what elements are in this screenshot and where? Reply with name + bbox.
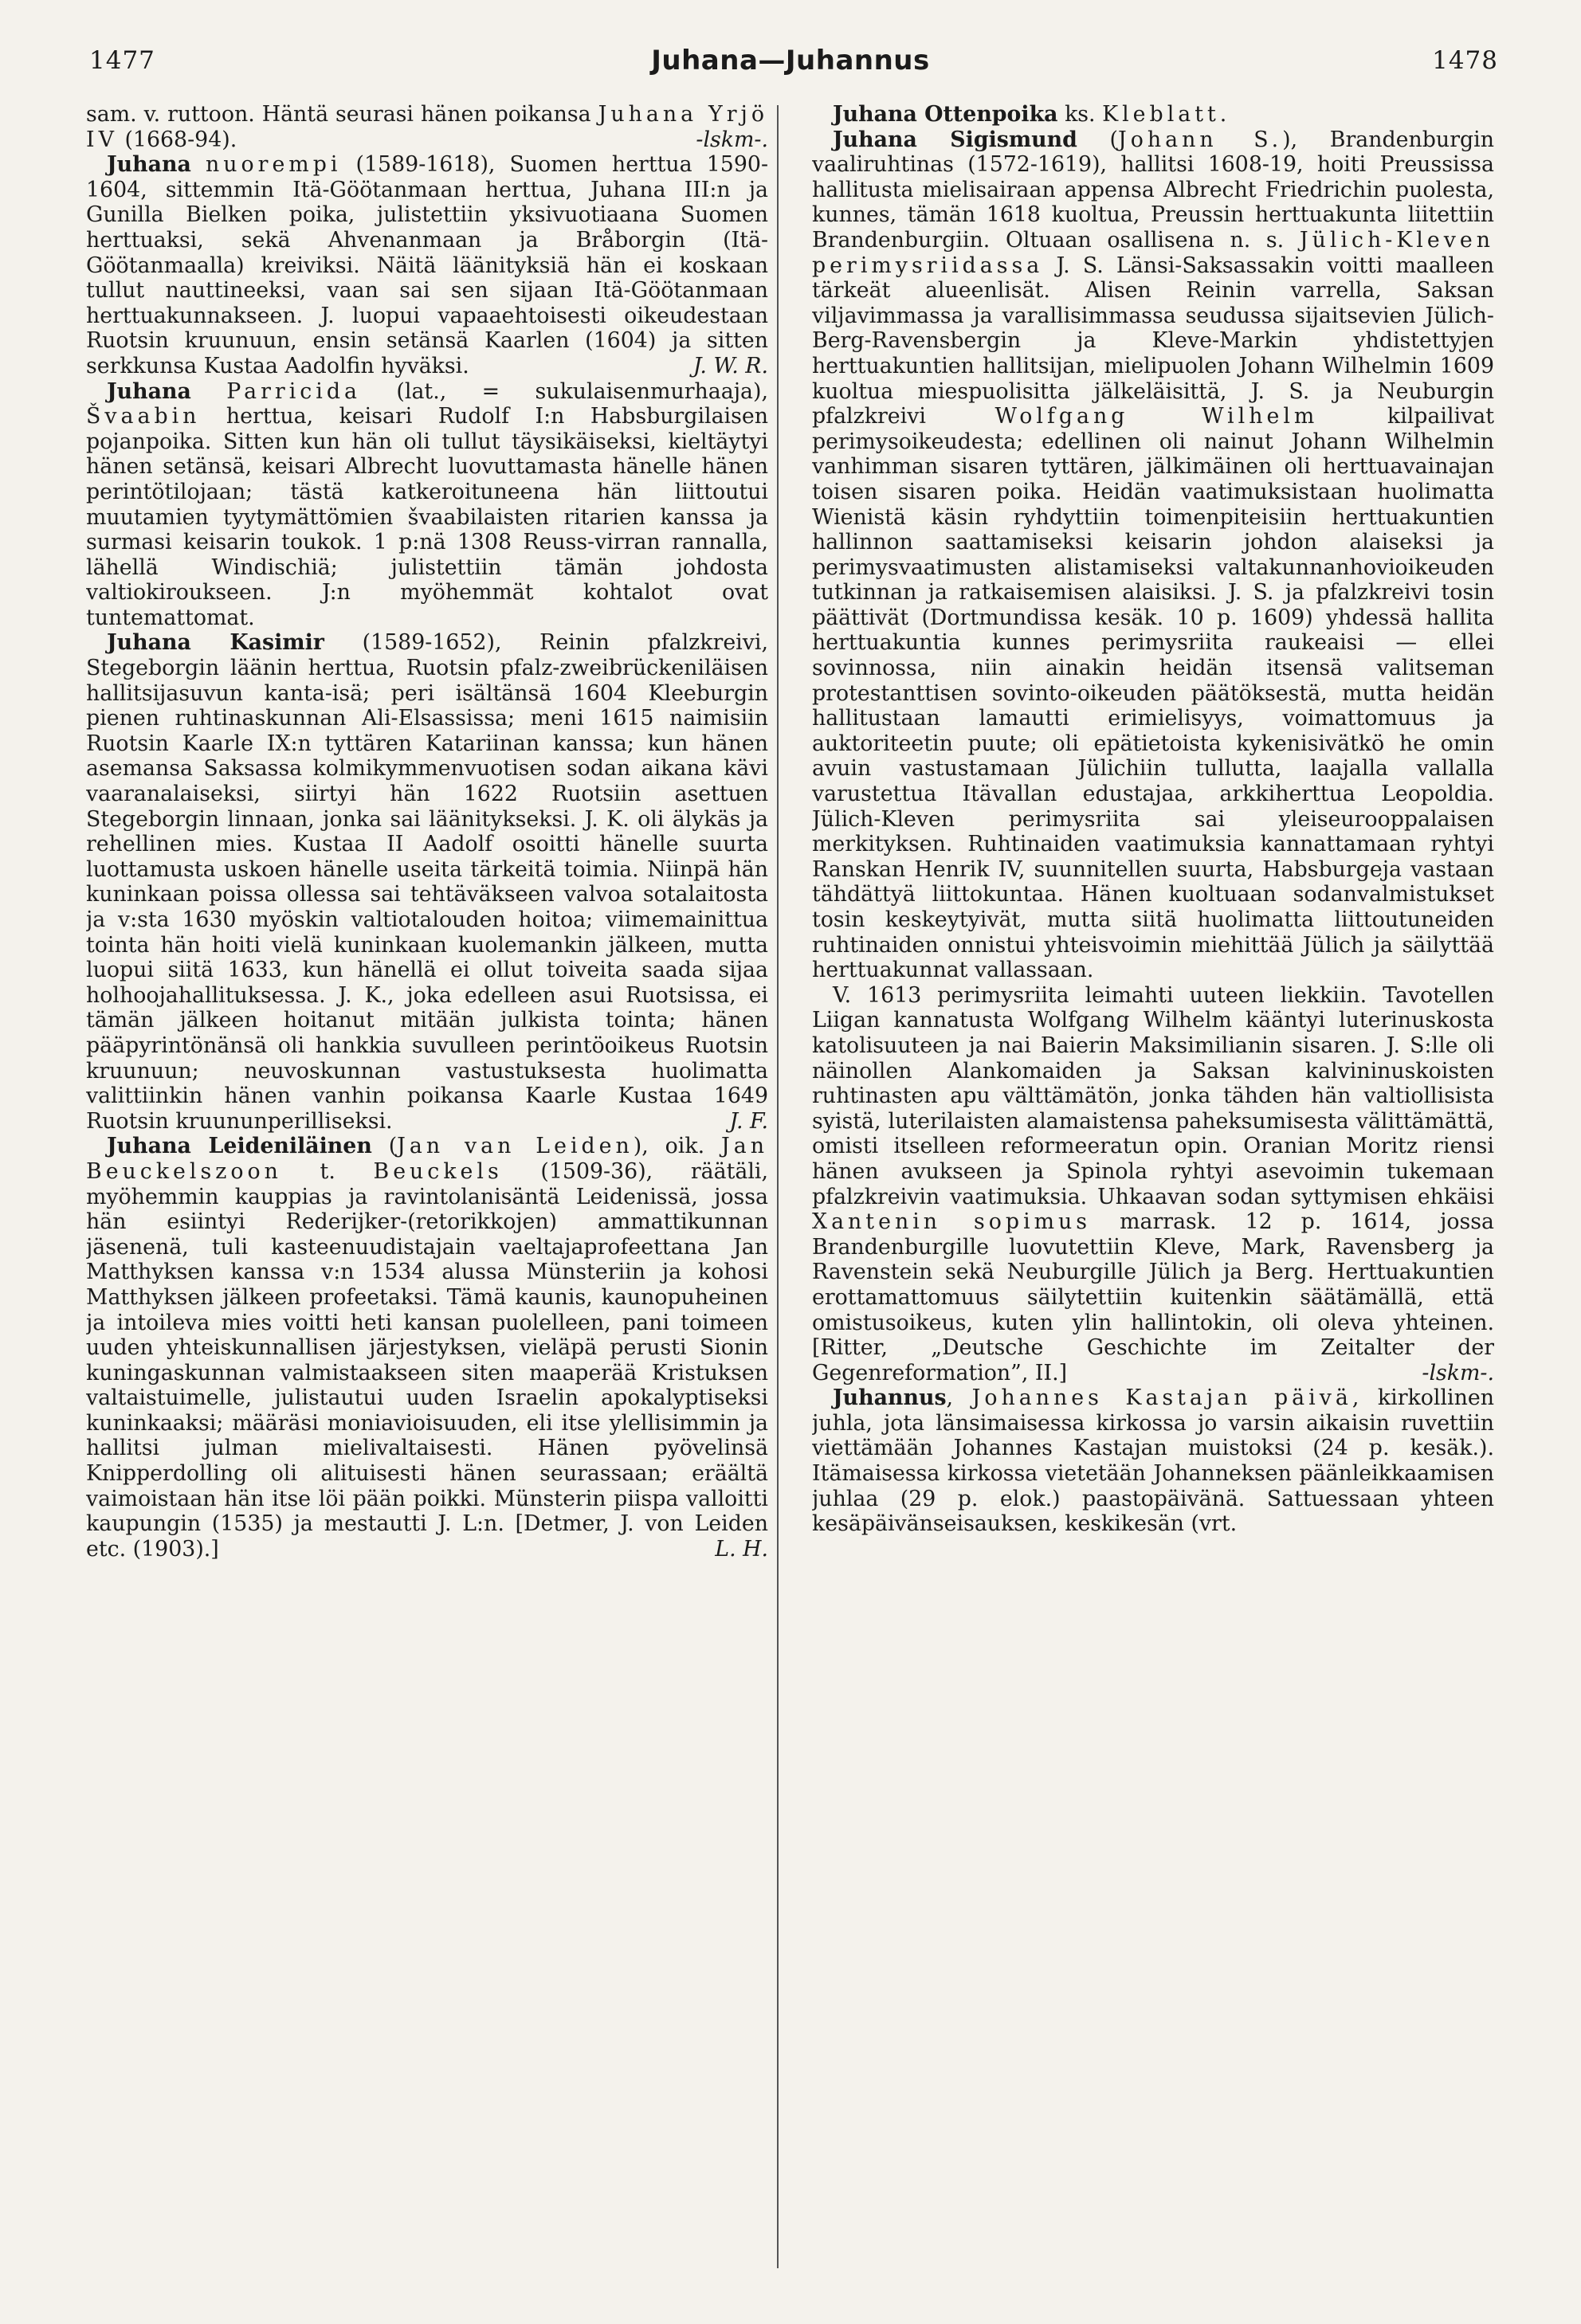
headword: Juhana Sigismund	[833, 127, 1077, 152]
left-column	[86, 102, 768, 2269]
headword: Juhannus	[833, 1385, 947, 1411]
entry-continuation: sam. v. ruttoon. Häntä seurasi hänen poikansa Juhana Yrjö IV (1668-94). -lskm-.	[86, 102, 768, 152]
author-signature: J. F.	[729, 1108, 768, 1134]
headword: Juhana Kasimir	[107, 630, 324, 656]
page-number-left: 1477	[89, 46, 155, 75]
page-header	[0, 46, 1581, 86]
author-signature: -lskm-.	[696, 127, 768, 152]
running-title: Juhana—Juhannus	[651, 45, 930, 76]
author-signature: J. W. R.	[692, 353, 768, 378]
column-divider	[777, 105, 779, 2268]
entry-juhana-leidenilainen: Juhana Leideniläinen (Jan van Leiden), oik. Jan Beuckelszoon t. Beuckels (1509-36), räätäli, myöhemmin kauppias ja ravintolanisäntä Leidenissä, jossa hän esiintyi Rederijker-(retorikkojen) ammattikunnan jäsenenä, tuli kasteenuudistajain vaeltajaprofeettana Jan Matthyksen kanssa v:n 1534 alussa Münsteriin ja kohosi Matthyksen jälkeen profeetaksi. Tämä kaunis, kaunopuheinen ja intoileva mies voitti heti kansan puolelleen, pani toimeen uuden yhteiskunnallisen järjestyksen, vieläpä perusti Sionin kuningaskunnan valmistaakseen siten maaperää Kristuksen valtaistuimelle, julistautui uuden Israelin apokalyptiseksi kuninkaaksi; määräsi moniavioisuuden, eli itse ylellisimmin ja hallitsi julman mielivaltaisesti. Hänen pyövelinsä Knipperdolling oli alituisesti hänen seurassaan; eräältä vaimoistaan hän itse löi pään poikki. Münsterin piispa valloitti kaupungin (1535) ja mestautti J. L:n. [Detmer, J. von Leiden etc. (1903).] L. H.	[86, 1134, 768, 1562]
entry-sigismund-continued: V. 1613 perimysriita leimahti uuteen liekkiin. Tavotellen Liigan kannatusta Wolfgang Wilhelm kääntyi luterinuskosta katolisuuteen ja nai Baierin Maksimilianin sisaren. J. S:lle oli näinollen Alankomaiden ja Saksan kalvininuskoisten ruhtinasten apu välttämätön, jonka tähden hän valtiollisista syistä, luterilaisten alamaistensa paheksumisesta välittämättä, omisti itselleen reformeeratun opin. Oranian Moritz riensi hänen avukseen ja Spinola ryhtyi asevoimin tukemaan pfalzkreivin vaatimuksia. Uhkaavan sodan syttymisen ehkäisi Xantenin sopimus marrask. 12 p. 1614, jossa Brandenburgille luovutettiin Kleve, Mark, Ravensberg ja Ravenstein sekä Neuburgille Jülich ja Berg. Herttuakuntien erottamattomuus säilytettiin kuitenkin säätämällä, että omistusoikeus, kuten ylin hallintokin, oli oleva yhteinen. [Ritter, „Deutsche Geschichte im Zeitalter der Gegenreformation”, II.] -lskm-.	[812, 982, 1494, 1385]
page-number-right: 1478	[1432, 46, 1498, 75]
entry-juhana-ottenpoika: Juhana Ottenpoika ks. Kleblatt.	[833, 102, 1227, 127]
entry-juhana-parricida: Juhana Parricida (lat., = sukulaisenmurhaaja), Švaabin herttua, keisari Rudolf I:n Habsburgilaisen pojanpoika. Sitten kun hän oli tullut täysikäiseksi, kieltäytyi hänen setänsä, keisari Albrecht luovuttamasta hänelle hänen perintötilojaan; tästä katkeroituneena hän liittoutui muutamien tyytymättömien švaabilaisten ritarien kanssa ja surmasi keisarin toukok. 1 p:nä 1308 Reuss-virran rannalla, lähellä Windischiä; julistettiin tämän johdosta valtiokiroukseen. J:n myöhemmät kohtalot ovat tuntemattomat.	[86, 378, 768, 630]
entry-juhana-kasimir: Juhana Kasimir (1589-1652), Reinin pfalzkreivi, Stegeborgin läänin herttua, Ruotsin pfalz-zweibrückeniläisen hallitsijasuvun kanta-isä; peri isältänsä 1604 Kleeburgin pienen ruhtinaskunnan Ali-Elsassissa; meni 1615 naimisiin Ruotsin Kaarle IX:n tyttären Katariinan kanssa; kun hänen asemansa Saksassa kolmikymmenvuotisen sodan aikana kävi vaaranalaiseksi, siirtyi hän 1622 Ruotsiin asettuen Stegeborgin linnaan, jonka sai läänitykseksi. J. K. oli älykäs ja rehellinen mies. Kustaa II Aadolf osoitti hänelle suurta luottamusta uskoen hänelle useita tärkeitä toimia. Niinpä hän kuninkaan poissa ollessa sai tehtäväkseen valvoa sotalaitosta ja v:sta 1630 myöskin valtiotalouden hoitoa; viimemainittua tointa hän hoiti vielä kuninkaan kuolemankin jälkeen, mutta luopui siitä 1633, kun hänellä ei ollut toiveita saada sijaa holhoojahallituksessa. J. K., joka edelleen asui Ruotsissa, ei tämän jälkeen hoitanut mitään julkista tointa; hänen pääpyrintönänsä oli hankkia suvulleen perintöoikeus Ruotsin kruunuun; neuvoskunnan vastustuksesta huolimatta valittiinkin hänen vanhin poikansa Kaarle Kustaa 1649 Ruotsin kruununperilliseksi. J. F.	[86, 630, 768, 1134]
headword: Juhana	[107, 152, 191, 178]
author-signature: L. H.	[715, 1536, 768, 1562]
headword: Juhana Ottenpoika	[833, 102, 1058, 127]
author-signature: -lskm-.	[1422, 1360, 1494, 1385]
headword: Juhana Leideniläinen	[107, 1134, 372, 1159]
entry-juhana-nuorempi: Juhana nuorempi (1589-1618), Suomen herttua 1590-1604, sittemmin Itä-Göötanmaan herttua, Juhana III:n ja Gunilla Bielken poika, julistettiin yksivuotiaana Suomen herttuaksi, sekä Ahvenanmaan ja Bråborgin (Itä-Göötanmaalla) kreiviksi. Näitä läänityksiä hän ei koskaan tullut nauttineeksi, vaan sai sen sijaan Itä-Göötanmaan herttuakunnakseen. J. luopui vapaaehtoisesti oikeudestaan Ruotsin kruunuun, ensin setänsä Kaarlen (1604) ja sitten serkkunsa Kustaa Aadolfin hyväksi. J. W. R.	[86, 152, 768, 378]
right-column	[812, 102, 1494, 2269]
entry-juhana-sigismund: Juhana Sigismund (Johann S.), Brandenburgin vaaliruhtinas (1572-1619), hallitsi 1608-19, hoiti Preussissa hallitusta mielisairaan appensa Albrecht Friedrichin puolesta, kunnes, tämän 1618 kuoltua, Preussin herttuakunta liitettiin Brandenburgiin. Oltuaan osallisena n. s. Jülich-Kleven perimysriidassa J. S. Länsi-Saksassakin voitti maalleen tärkeät alueenlisät. Alisen Reinin varrella, Saksan viljavimmassa ja varallisimmassa seudussa sijaitsevien Jülich-Berg-Ravensbergin ja Kleve-Markin yhdistettyjen herttuakuntien hallitsijan, mielipuolen Johann Wilhelmin 1609 kuoltua miespuolisitta jälkeläisittä, J. S. ja Neuburgin pfalzkreivi Wolfgang Wilhelm kilpailivat perimysoikeudesta; edellinen oli nainut Johann Wilhelmin vanhimman sisaren tyttären, jälkimäinen oli herttuavainajan toisen sisaren poika. Heidän vaatimuksistaan huolimatta Wienistä käsin ryhdyttiin toimenpiteisiin herttuakuntien hallinnon saattamiseksi keisarin johdon alaiseksi ja perimysvaatimusten alistamiseksi valtakunnanhovioikeuden tutkinnan ja ratkaisemisen alaisiksi. J. S. ja pfalzkreivi tosin päättivät (Dortmundissa kesäk. 10 p. 1609) yhdessä hallita herttuakuntia kunnes perimysriita raukeaisi — ellei sovinnossa, niin ainakin heidän itsensä valitseman protestanttisen sovinto-oikeuden päätöksestä, mutta heidän hallitustaan lamautti erimielisyys, voimattomuus ja auktoriteetin puute; oli epätietoista kykenisivätkö he omin avuin vastustamaan Jülichiin tullutta, laajalla vallalla varustettua Itävallan edustajaa, arkkiherttua Leopoldia. Jülich-Kleven perimysriita sai yleiseurooppalaisen merkityksen. Ruhtinaiden vaatimuksia kannattamaan ryhtyi Ranskan Henrik IV, suunnitellen suurta, Habsburgeja vastaan tähdättyä liittokuntaa. Hänen kuoltuaan sodanvalmistukset tosin keskeytyivät, mutta siitä huolimatta liittoutuneiden ruhtinaiden onnistui yhteisvoimin miehittää Jülich ja säilyttää herttuakunnat vallassaan.	[812, 127, 1494, 983]
entry-juhannus: Juhannus, Johannes Kastajan päivä, kirkollinen juhla, jota länsimaisessa kirkossa jo varsin aikaisin ruvettiin viettämään Johannes Kastajan muistoksi (24 p. kesäk.). Itämaisessa kirkossa vietetään Johanneksen päänleikkaamisen juhlaa (29 p. elok.) paastopäivänä. Sattuessaan yhteen kesäpäivänseisauksen, keskikesän (vrt.	[812, 1385, 1494, 1537]
headword: Juhana	[107, 378, 191, 404]
